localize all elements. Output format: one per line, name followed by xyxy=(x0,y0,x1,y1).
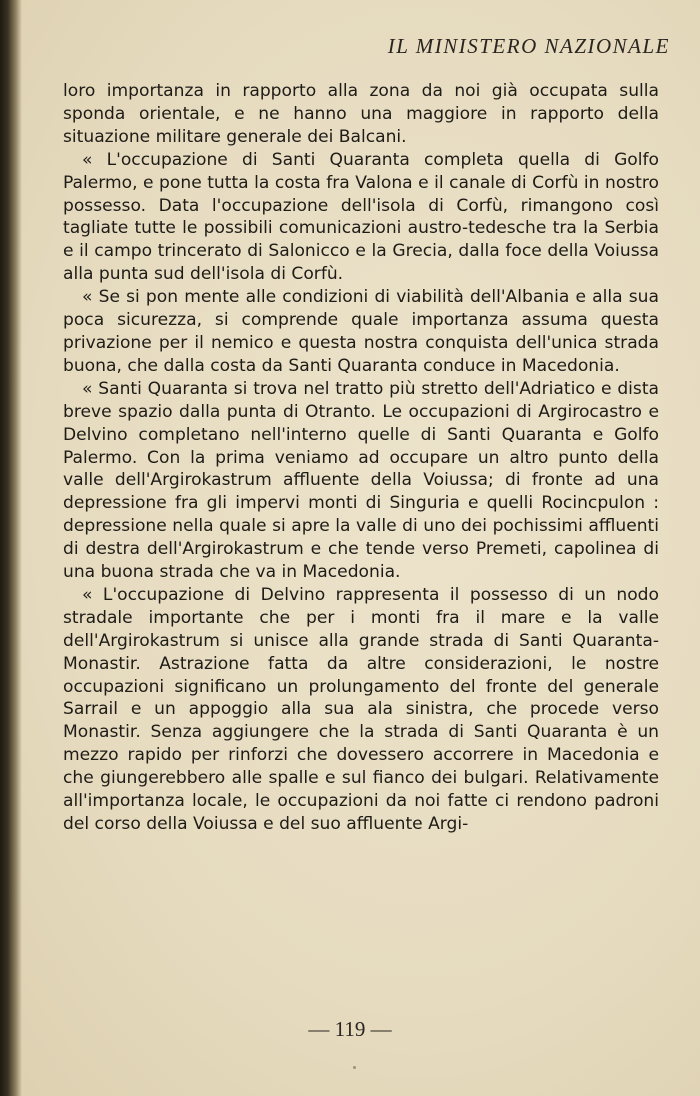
body-text xyxy=(63,80,659,836)
paper-speck xyxy=(353,1066,356,1069)
paragraph-occupazione-delvino: « L'occupazione di Delvino rappresenta il possesso di un nodo stradale importante che per i monti fra il mare e la valle dell'Argirokastrum si unisce alla grande strada di Santi Quaranta-Monastir. Astrazione fatta da altre considerazioni, le nostre occupazioni significano un prolungamento del fronte del generale Sarrail e un appoggio alla sua ala sinistra, che procede verso Monastir. Senza aggiungere che la strada di Santi Quaranta è un mezzo rapido per rinforzi che dovessero accorrere in Macedonia e che giungerebbero alle spalle e sul fianco dei bulgari. Relativamente all'importanza locale, le occupazioni da noi fatte ci rendono padroni del corso della Voiussa e del suo affluente Argi- xyxy=(63,584,659,834)
paragraph-continuation: loro importanza in rapporto alla zona da noi già occupata sulla sponda orientale, e ne hanno una maggiore in rapporto della situazione militare generale dei Balcani. xyxy=(63,81,659,147)
paragraph-santi-quaranta-corfu: « L'occupazione di Santi Quaranta completa quella di Golfo Palermo, e pone tutta la costa fra Valona e il canale di Corfù in nostro possesso. Data l'occupazione dell'isola di Corfù, rimangono così tagliate tutte le possibili comunicazioni austro-tedesche tra la Serbia e il campo trincerato di Salonicco e la Grecia, dalla foce della Voiussa alla punta sud dell'isola di Corfù. xyxy=(63,149,659,285)
paragraph-argirocastro-delvino: « Santi Quaranta si trova nel tratto più stretto dell'Adriatico e dista breve spazio dalla punta di Otranto. Le occupazioni di Argirocastro e Delvino completano nell'interno quelle di Santi Quaranta e Golfo Palermo. Con la prima veniamo ad occupare un altro punto della valle dell'Argirokastrum affluente della Voiussa; di fronte ad una depressione fra gli impervi monti di Singuria e quelli Rocincpulon : depressione nella quale si apre la valle di uno dei pochissimi affluenti di destra dell'Argirokastrum e che tende verso Premeti, capolinea di una buona strada che va in Macedonia. xyxy=(63,378,659,583)
paragraph-viabilita-albania: « Se si pon mente alle condizioni di viabilità dell'Albania e alla sua poca sicurezza, si comprende quale importanza assuma questa privazione per il nemico e questa nostra conquista dell'unica strada buona, che dalla costa da Santi Quaranta conduce in Macedonia. xyxy=(63,287,659,376)
running-head: IL MINISTERO NAZIONALE xyxy=(387,34,670,58)
page-number: — 119 — xyxy=(308,1017,392,1041)
book-binding-edge xyxy=(0,0,22,1096)
